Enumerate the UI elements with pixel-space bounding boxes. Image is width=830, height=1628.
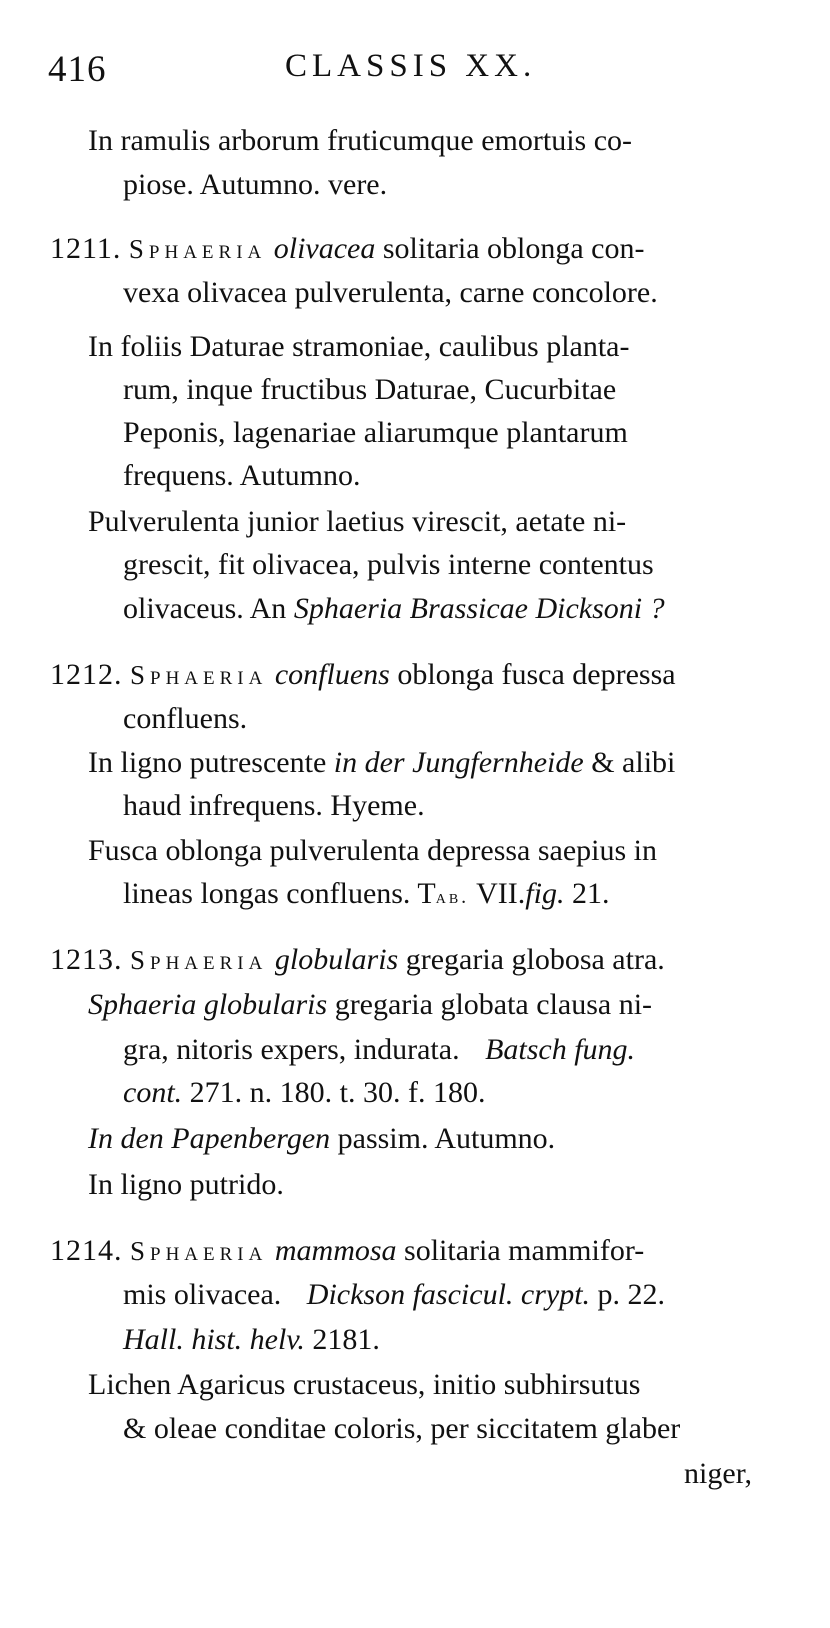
diagnosis-text: gregaria globosa atra. [405,943,665,976]
entry-1213-heading [50,945,665,975]
text-line [123,594,665,624]
citation: Batsch fung. [485,1033,636,1066]
text-line [88,990,652,1020]
text-span: 271. n. 180. t. 30. f. 180. [189,1076,486,1109]
text-span: 2181. [312,1323,380,1356]
text-line [88,1124,555,1154]
entry-1214-heading [50,1236,644,1266]
species-name: mammosa [274,1234,397,1267]
text-span: gregaria globata clausa ni- [334,988,653,1021]
locality: In den Papenbergen [88,1122,331,1155]
text-span: olivaceus. An [123,592,287,625]
species-name: globularis [274,943,399,976]
diagnosis-text: oblonga fusca depressa [397,658,676,691]
text-line: frequens. Autumno. [123,459,361,492]
synonym: Sphaeria globularis [88,988,328,1021]
text-span: lineas longas confluens. T [123,877,436,910]
citation: cont. [123,1076,183,1109]
text-line: vexa olivacea pulverulenta, carne concolore. [123,276,658,309]
text-span: mis olivacea. [123,1278,282,1311]
text-span: gra, nitoris expers, indurata. [123,1033,460,1066]
table-number: VII. [476,877,526,910]
text-line: grescit, fit olivacea, pulvis interne contentus [123,548,654,581]
genus-name: Sphaeria [128,234,267,264]
text-span: In ligno putrescente [88,746,327,779]
text-line: Pulverulenta junior laetius virescit, aetate ni- [88,505,627,538]
species-name: confluens [274,658,390,691]
text-span: p. 22. [597,1278,666,1311]
figure-abbrev: fig. [525,877,565,910]
locality: in der Jungfernheide [333,746,584,779]
entry-number: 1213. [50,943,123,976]
text-line [123,1325,380,1355]
table-abbrev: ab. [435,886,470,908]
text-line [123,1280,665,1310]
text-line: Peponis, lagenariae aliarumque plantarum [123,416,628,449]
text-line: piose. Autumno. vere. [123,168,388,201]
text-line: haud infrequens. Hyeme. [123,789,425,822]
entry-number: 1211. [50,232,122,265]
text-line: In foliis Daturae stramoniae, caulibus planta- [88,330,630,363]
text-span: passim. Autumno. [337,1122,556,1155]
running-head: CLASSIS XX. [285,48,537,84]
entry-1212-heading [50,660,676,690]
entry-number: 1212. [50,658,123,691]
page-header [0,48,830,98]
text-line [123,1035,635,1065]
text-line: In ramulis arborum fruticumque emortuis co- [88,124,633,157]
page-number: 416 [48,49,107,90]
diagnosis-text: solitaria oblonga con- [382,232,645,265]
genus-name: Sphaeria [130,945,268,975]
citation: Sphaeria Brassicae Dicksoni ? [293,592,665,625]
text-span: & alibi [591,746,676,779]
text-line: Lichen Agaricus crustaceus, initio subhirsutus [88,1368,641,1401]
text-line: In ligno putrido. [88,1168,284,1201]
text-line [123,1078,485,1108]
entry-number: 1214. [50,1234,123,1267]
text-line: Fusca oblonga pulverulenta depressa saepius in [88,834,658,867]
catchword: niger, [684,1457,752,1490]
text-line [88,748,675,778]
genus-name: Sphaeria [130,1236,268,1266]
text-line: rum, inque fructibus Daturae, Cucurbitae [123,373,617,406]
citation: Hall. hist. helv. [123,1323,305,1356]
genus-name: Sphaeria [130,660,268,690]
diagnosis-text: solitaria mammifor- [404,1234,645,1267]
text-line: & oleae conditae coloris, per siccitatem glaber [123,1412,681,1445]
entry-1211-heading [50,234,644,264]
citation: Dickson fascicul. crypt. [306,1278,591,1311]
text-line [123,879,609,909]
species-name: olivacea [273,232,376,265]
text-line: confluens. [123,702,248,735]
figure-number: 21. [571,877,610,910]
